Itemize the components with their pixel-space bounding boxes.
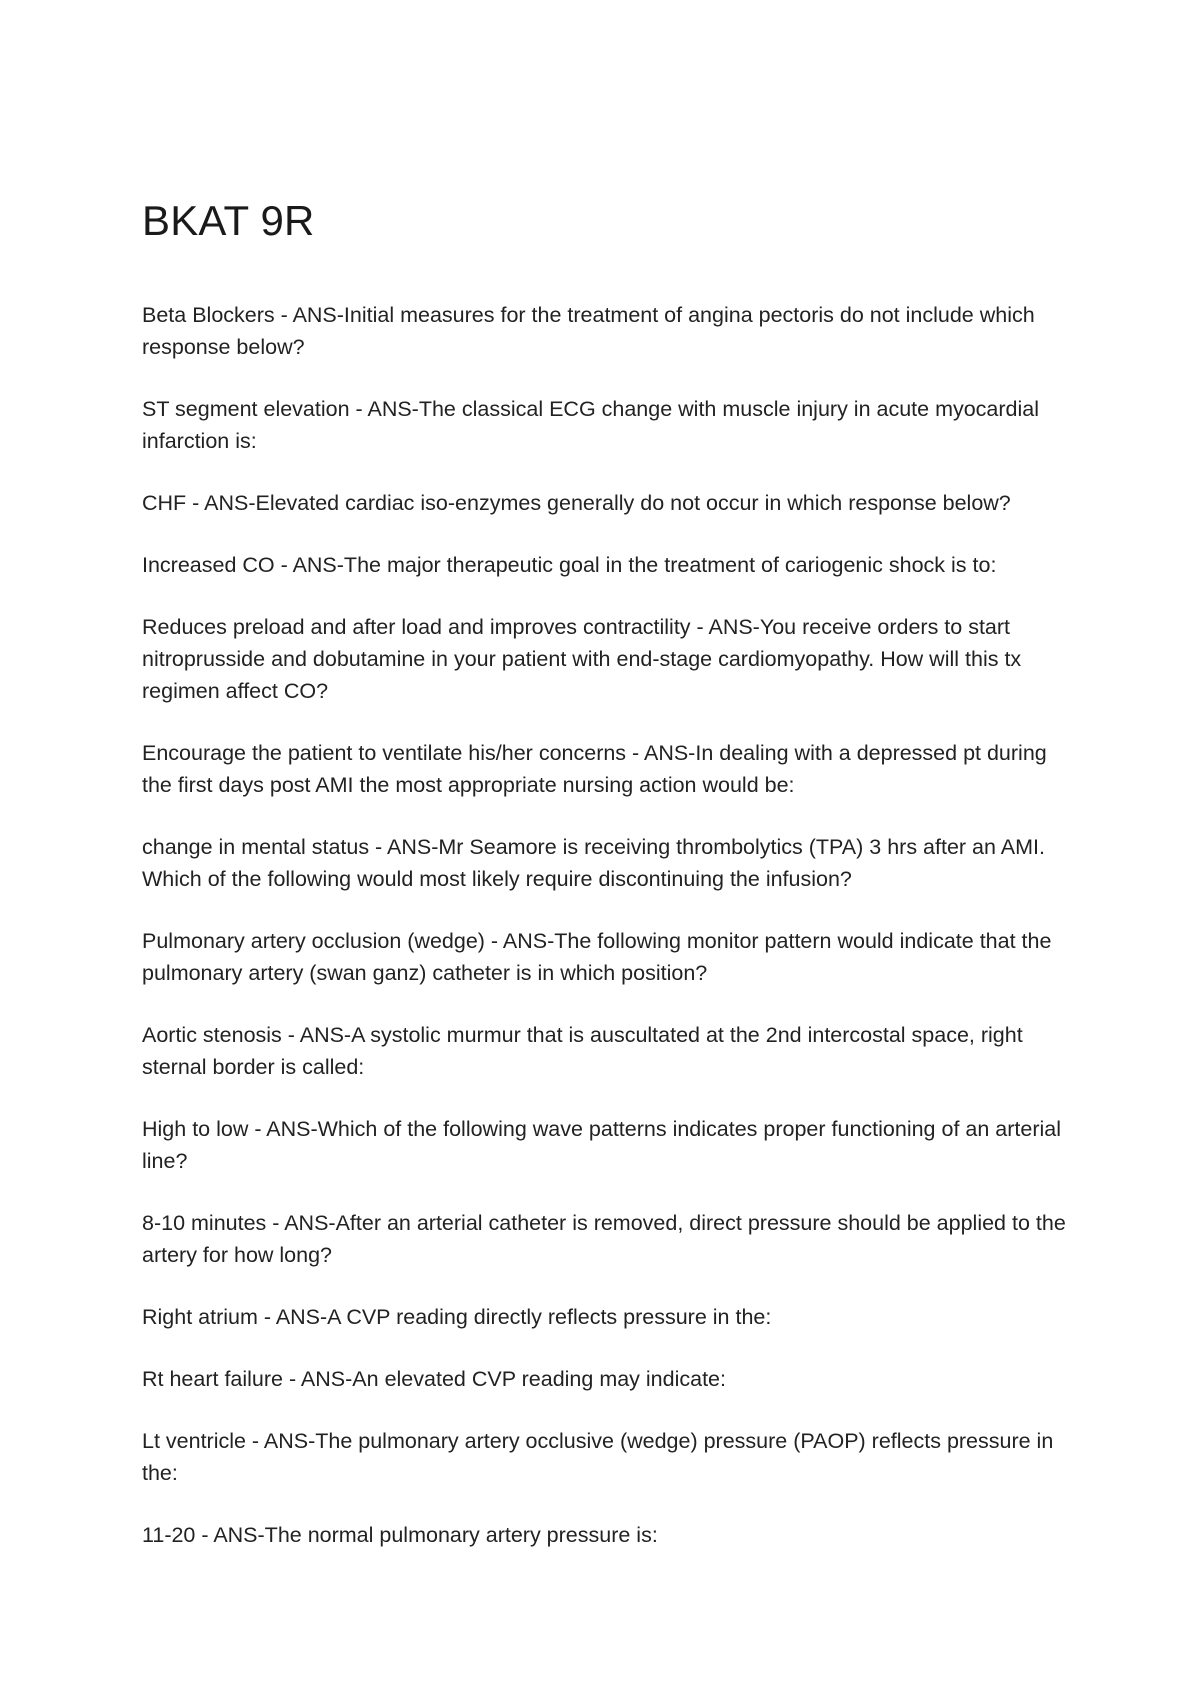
qa-item: Lt ventricle - ANS-The pulmonary artery occlusive (wedge) pressure (PAOP) reflects pressure in the: [142, 1429, 1054, 1485]
qa-item: CHF - ANS-Elevated cardiac iso-enzymes generally do not occur in which response below? [142, 491, 1011, 515]
qa-item: Increased CO - ANS-The major therapeutic goal in the treatment of cariogenic shock is to: [142, 553, 997, 577]
qa-item: change in mental status - ANS-Mr Seamore is receiving thrombolytics (TPA) 3 hrs after an AMI. Which of the following would most likely require discontinuing the infusion? [142, 835, 1045, 891]
qa-list [142, 299, 1072, 1581]
qa-item: 8-10 minutes - ANS-After an arterial catheter is removed, direct pressure should be applied to the artery for how long? [142, 1211, 1066, 1267]
qa-item: High to low - ANS-Which of the following wave patterns indicates proper functioning of an arterial line? [142, 1117, 1061, 1173]
qa-item: 11-20 - ANS-The normal pulmonary artery pressure is: [142, 1523, 658, 1547]
qa-item: Pulmonary artery occlusion (wedge) - ANS-The following monitor pattern would indicate that the pulmonary artery (swan ganz) catheter is in which position? [142, 929, 1052, 985]
qa-item: Encourage the patient to ventilate his/her concerns - ANS-In dealing with a depressed pt during the first days post AMI the most appropriate nursing action would be: [142, 741, 1047, 797]
qa-item: Reduces preload and after load and improves contractility - ANS-You receive orders to start nitroprusside and dobutamine in your patient with end-stage cardiomyopathy. How will this tx regimen affect CO? [142, 615, 1022, 703]
document-title: BKAT 9R [142, 197, 315, 244]
qa-item: Aortic stenosis - ANS-A systolic murmur that is auscultated at the 2nd intercostal space, right sternal border is called: [142, 1023, 1023, 1079]
qa-item: ST segment elevation - ANS-The classical ECG change with muscle injury in acute myocardial infarction is: [142, 397, 1040, 453]
qa-item: Rt heart failure - ANS-An elevated CVP reading may indicate: [142, 1367, 726, 1391]
qa-item: Beta Blockers - ANS-Initial measures for the treatment of angina pectoris do not include which response below? [142, 303, 1035, 359]
qa-item: Right atrium - ANS-A CVP reading directly reflects pressure in the: [142, 1305, 772, 1329]
